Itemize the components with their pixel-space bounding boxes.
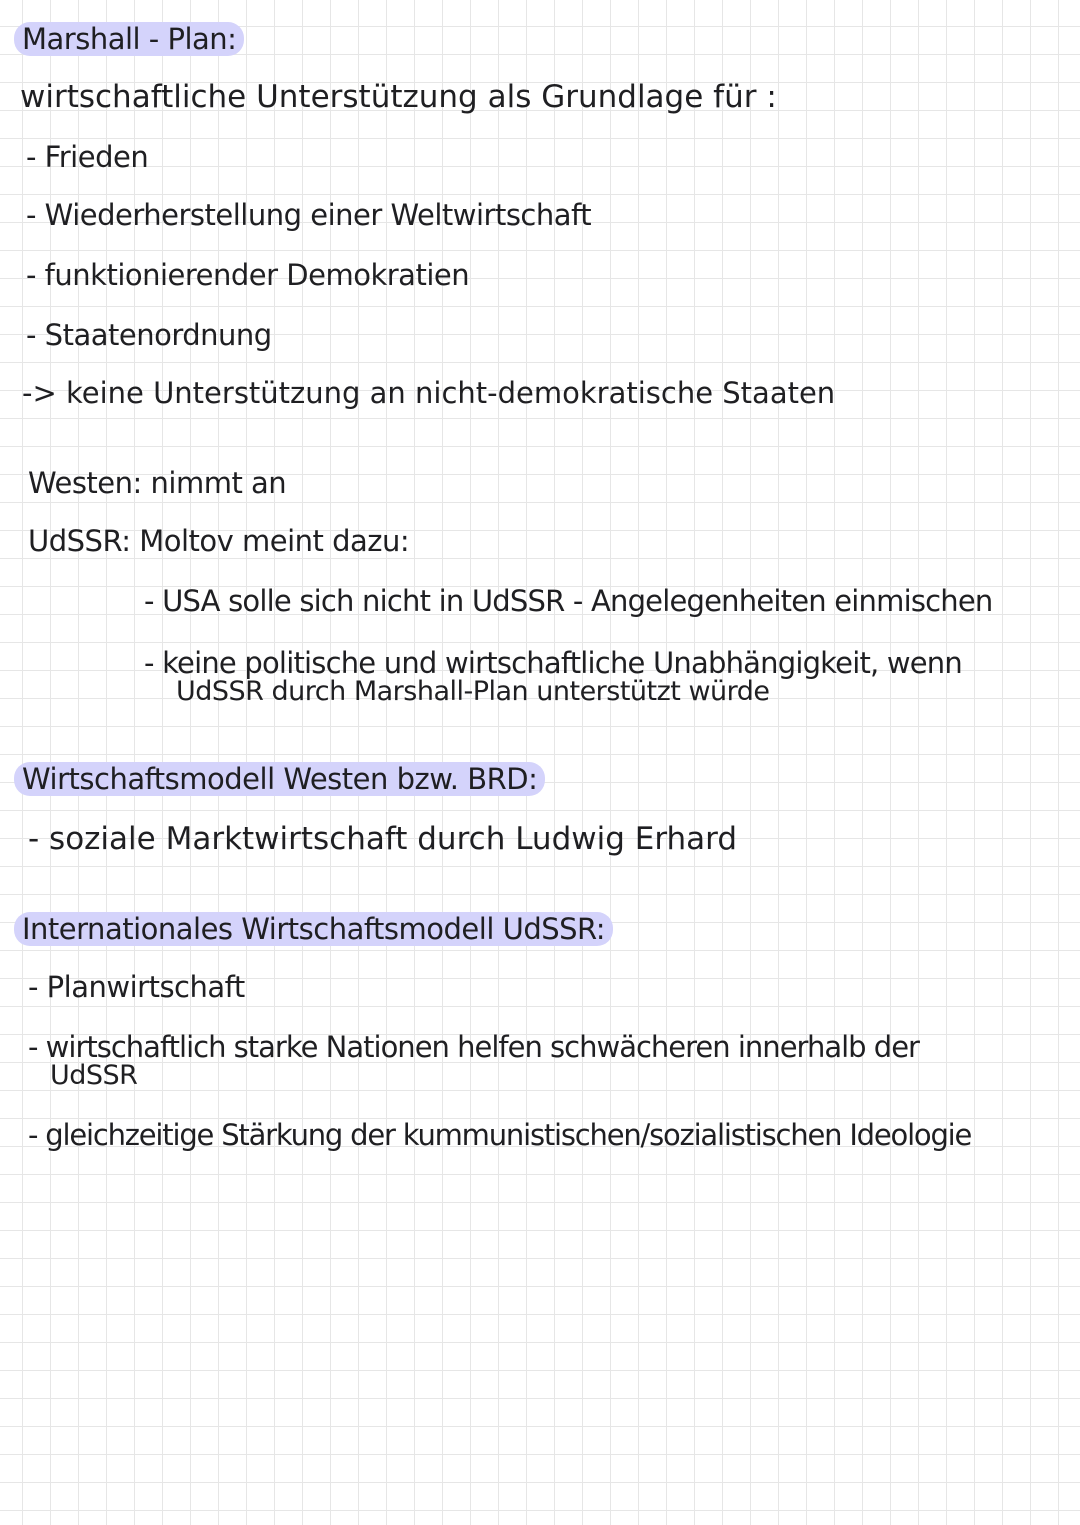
marshall-heading: Marshall - Plan:	[14, 22, 244, 56]
west-reaction: Westen: nimmt an	[28, 466, 287, 500]
udssr-model-heading: Internationales Wirtschaftsmodell UdSSR:	[14, 912, 613, 946]
molotov-point-1: - USA solle sich nicht in UdSSR - Angelegenheiten einmischen	[144, 584, 993, 618]
udssr-model-item-help-cont: UdSSR	[50, 1060, 138, 1091]
molotov-point-2-cont: UdSSR durch Marshall-Plan unterstützt würde	[176, 676, 770, 707]
molotov-point-2: - keine politische und wirtschaftliche Unabhängigkeit, wenn	[144, 646, 962, 680]
west-model-heading: Wirtschaftsmodell Westen bzw. BRD:	[14, 762, 545, 796]
udssr-reaction: UdSSR: Moltov meint dazu:	[28, 524, 410, 558]
marshall-intro: wirtschaftliche Unterstützung als Grundlage für :	[20, 79, 777, 115]
marshall-consequence: -> keine Unterstützung an nicht-demokratische Staaten	[22, 376, 836, 410]
marshall-item-staatenordnung: - Staatenordnung	[26, 318, 272, 352]
udssr-model-item-help: - wirtschaftlich starke Nationen helfen schwächeren innerhalb der	[28, 1030, 919, 1064]
udssr-model-item-ideology: - gleichzeitige Stärkung der kummunistischen/sozialistischen Ideologie	[28, 1118, 972, 1152]
marshall-item-weltwirtschaft: - Wiederherstellung einer Weltwirtschaft	[26, 198, 592, 232]
udssr-model-item-planwirtschaft: - Planwirtschaft	[28, 970, 245, 1004]
marshall-item-frieden: - Frieden	[26, 140, 149, 174]
marshall-item-demokratien: - funktionierender Demokratien	[26, 258, 470, 292]
west-model-item: - soziale Marktwirtschaft durch Ludwig Erhard	[28, 821, 738, 857]
